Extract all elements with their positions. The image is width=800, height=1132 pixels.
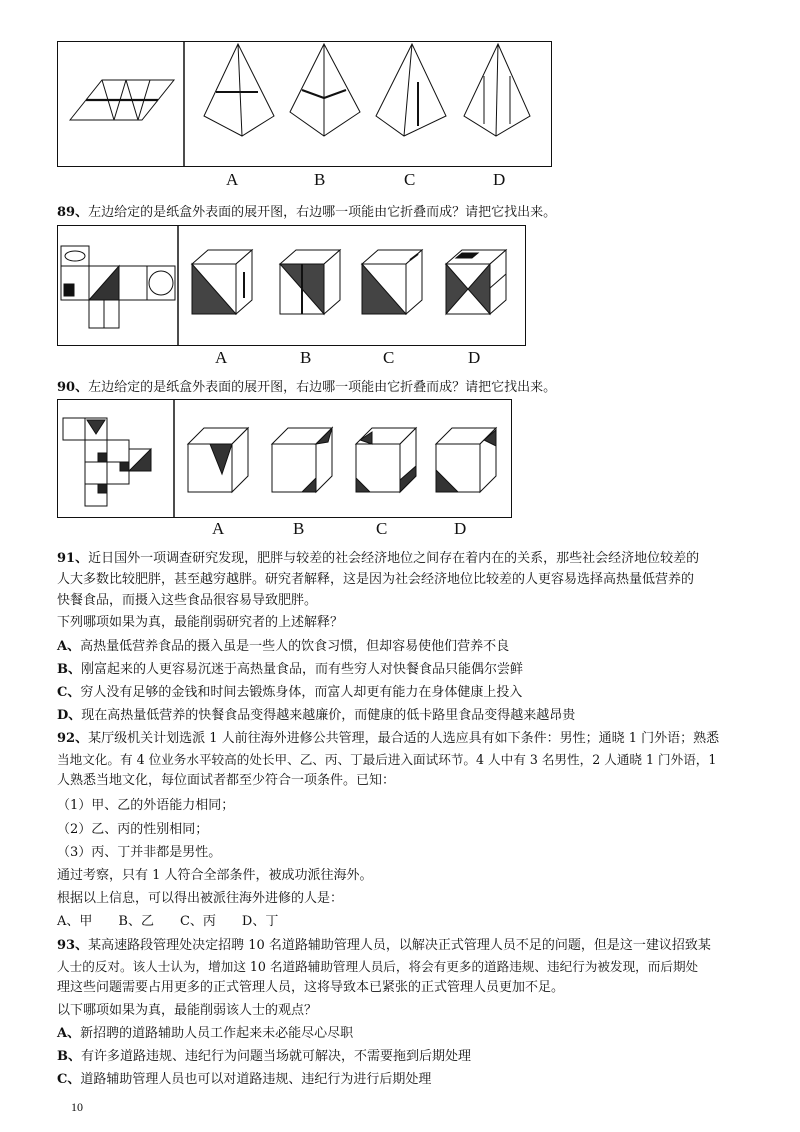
q93-stem-line-2: 人士的反对。该人士认为，增加这 10 名道路辅助管理人员后，将会有更多的道路违规、违纪行为被发现，而后期处 — [57, 959, 699, 974]
q93-choice-a[interactable] — [57, 1024, 353, 1044]
q90-text: 左边给定的是纸盒外表面的展开图，右边哪一项能由它折叠而成？请把它找出来。 — [88, 380, 557, 395]
cube-option-a-90 — [188, 428, 248, 492]
figure-88-label-b: B — [314, 170, 326, 189]
q91-stem-line-2: 人大多数比较肥胖，甚至越穷越胖。研究者解释，这是因为社会经济地位比较差的人更容易选择高热量低营养的 — [57, 572, 695, 587]
q91-choice-a-label: A、 — [57, 639, 81, 654]
pyramid-option-a — [204, 44, 274, 136]
q91-choice-d-text: 现在高热量低营养的快餐食品变得越来越廉价，而健康的低卡路里食品变得越来越昂贵 — [81, 708, 576, 723]
q93-stem-text-1: 某高速路段管理处决定招聘 10 名道路辅助管理人员，以解决正式管理人员不足的问题，但是这一建议招致某 — [88, 938, 711, 953]
figure-88-label-a: A — [226, 170, 239, 189]
net-figure-88 — [70, 80, 174, 120]
figure-88-label-c: C — [404, 170, 416, 189]
q89-heading — [57, 201, 556, 220]
q93-choice-b-label: B、 — [57, 1049, 81, 1064]
figure-88-label-d: D — [493, 170, 506, 189]
q91-choice-d[interactable] — [57, 706, 575, 726]
q91-choice-a-text: 高热量低营养食品的摄入虽是一些人的饮食习惯，但却容易使他们营养不良 — [80, 639, 510, 654]
q92-choice-a[interactable]: A、甲 — [57, 914, 93, 929]
q91-stem-text-1: 近日国外一项调查研究发现，肥胖与较差的社会经济地位之间存在着内在的关系，那些社会经济地位较差的 — [88, 551, 700, 566]
q92-question: 根据以上信息，可以得出被派往海外进修的人是： — [57, 891, 344, 906]
q93-number: 93、 — [57, 938, 89, 953]
q89-label-b: B — [300, 348, 312, 367]
net-figure-89 — [61, 246, 175, 328]
cube-option-b-90 — [272, 428, 332, 492]
figure-90-box — [57, 399, 512, 518]
q90-heading — [57, 376, 556, 395]
cube-option-d-90 — [436, 428, 496, 492]
q90-number: 90、 — [57, 380, 89, 395]
q93-choice-a-label: A、 — [57, 1026, 81, 1041]
q91-choice-c-label: C、 — [57, 685, 81, 700]
q90-label-c: C — [376, 519, 388, 538]
q92-condition-3: （3）丙、丁并非都是男性。 — [57, 845, 222, 860]
q90-label-a: A — [212, 519, 225, 538]
q93-choice-c[interactable] — [57, 1070, 431, 1090]
q92-stem-line-1 — [57, 729, 719, 749]
q89-label-a: A — [215, 348, 228, 367]
page-number: 10 — [71, 1100, 83, 1114]
cube-option-c-89 — [362, 250, 422, 314]
q90-label-d: D — [454, 519, 467, 538]
q91-number: 91、 — [57, 551, 89, 566]
q93-stem-line-3: 理这些问题需要占用更多的正式管理人员，这将导致本已紧张的正式管理人员更加不足。 — [57, 980, 565, 995]
q91-stem-line-3: 快餐食品，而摄入这些食品很容易导致肥胖。 — [57, 593, 318, 608]
q93-choice-b[interactable] — [57, 1047, 471, 1067]
figure-88-drawing — [58, 42, 551, 166]
figure-88-box — [57, 41, 552, 167]
q92-number: 92、 — [57, 731, 89, 746]
q91-question: 下列哪项如果为真，最能削弱研究者的上述解释？ — [57, 615, 344, 630]
q91-choice-d-label: D、 — [57, 708, 82, 723]
q92-condition-2: （2）乙、丙的性别相同； — [57, 822, 209, 837]
q92-choice-b[interactable]: B、乙 — [118, 914, 154, 929]
q93-stem-line-1 — [57, 936, 711, 956]
pyramid-option-c — [376, 44, 446, 136]
figure-89-drawing — [58, 226, 525, 345]
q91-choice-b-label: B、 — [57, 662, 81, 677]
cube-option-b-89 — [280, 250, 340, 314]
cube-option-d-89 — [446, 250, 506, 314]
q89-text: 左边给定的是纸盒外表面的展开图，右边哪一项能由它折叠而成？请把它找出来。 — [88, 205, 557, 220]
q92-choices — [57, 912, 304, 932]
q92-stem-text-1: 某厅级机关计划选派 1 人前往海外进修公共管理，最合适的人选应具有如下条件：男性；通晓 1 门外语；熟悉 — [88, 731, 720, 746]
q91-choice-a[interactable] — [57, 637, 509, 657]
q92-stem-line-2: 当地文化。有 4 位业务水平较高的处长甲、乙、丙、丁最后进入面试环节。4 人中有 3 名男性，2 人通晓 1 门外语，1 — [57, 752, 717, 767]
net-figure-90 — [63, 418, 151, 506]
q92-stem-line-3: 人熟悉当地文化，每位面试者都至少符合一项条件。已知： — [57, 773, 396, 788]
cube-option-c-90 — [356, 428, 416, 492]
q89-label-c: C — [383, 348, 395, 367]
q93-choice-c-label: C、 — [57, 1072, 81, 1087]
cube-option-a-89 — [192, 250, 252, 314]
figure-90-drawing — [58, 400, 511, 517]
q92-choice-d[interactable]: D、丁 — [241, 914, 279, 929]
q91-choice-b-text: 刚富起来的人更容易沉迷于高热量食品，而有些穷人对快餐食品只能偶尔尝鲜 — [81, 662, 524, 677]
q89-label-d: D — [468, 348, 481, 367]
q89-number: 89、 — [57, 205, 89, 220]
q91-choice-c[interactable] — [57, 683, 522, 703]
q93-choice-a-text: 新招聘的道路辅助人员工作起来未必能尽心尽职 — [80, 1026, 354, 1041]
figure-89-box — [57, 225, 526, 346]
q90-label-b: B — [293, 519, 305, 538]
q92-conclusion: 通过考察，只有 1 人符合全部条件，被成功派往海外。 — [57, 868, 373, 883]
pyramid-option-b — [290, 44, 360, 136]
q91-choice-c-text: 穷人没有足够的金钱和时间去锻炼身体，而富人却更有能力在身体健康上投入 — [80, 685, 523, 700]
pyramid-option-d — [464, 44, 530, 136]
q92-choice-c[interactable]: C、丙 — [179, 914, 216, 929]
q91-stem-line-1 — [57, 549, 699, 569]
q93-choice-c-text: 道路辅助管理人员也可以对道路违规、违纪行为进行后期处理 — [80, 1072, 432, 1087]
q92-condition-1: （1）甲、乙的外语能力相同； — [57, 798, 235, 813]
q93-choice-b-text: 有许多道路违规、违纪行为问题当场就可解决，不需要拖到后期处理 — [81, 1049, 472, 1064]
q93-question: 以下哪项如果为真，最能削弱该人士的观点？ — [57, 1003, 318, 1018]
q91-choice-b[interactable] — [57, 660, 523, 680]
